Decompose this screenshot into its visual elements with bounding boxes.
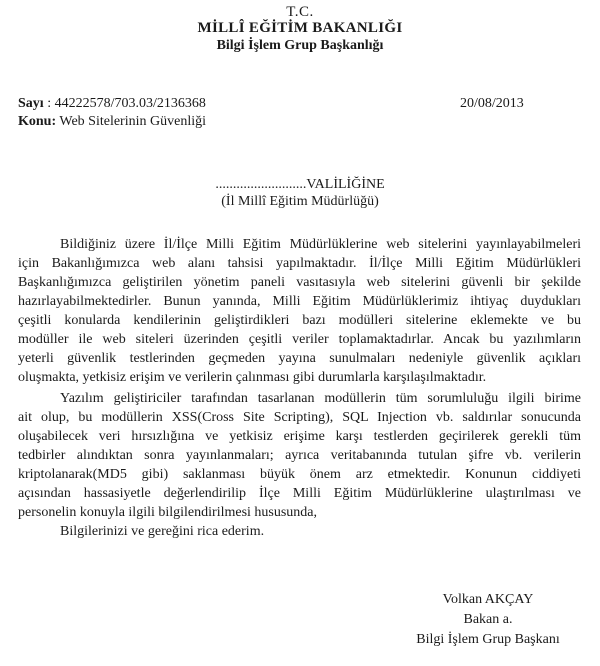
text-line: ait olup, bu modüllerin XSS(Cross Site Scripting), SQL Injection vb. saldırılar sonucunda (18, 410, 581, 425)
signatory-on-behalf: Bakan a. (463, 612, 513, 627)
text-line: hazırlayabilmektedirler. Bunun yanında, Milli Eğitim Müdürlüklerimiz ihtiyaç duydukları (18, 294, 581, 309)
addressee-line: ..........................VALİLİĞİNE (215, 177, 385, 192)
text-line: Bildiğiniz üzere İl/İlçe Milli Eğitim Müdürlüklerine web sitelerini yayınlayabilmeleri (60, 237, 581, 252)
text-line: personelin konuyla ilgili bilgilendirilmesi hususunda, (18, 505, 318, 520)
signature-block (393, 590, 583, 650)
text-line: yeterli güvenlik testlerinden geçmeden yayına sunulmaları nedeniyle güvenlik açıkları (18, 351, 581, 366)
subject (18, 113, 206, 131)
letterhead-department: Bilgi İşlem Grup Başkanlığı (216, 38, 384, 53)
closing-line: Bilgilerinizi ve gereğini rica ederim. (60, 524, 265, 539)
text-line: kriptolanarak(MD5 gibi) saklanması büyük önem arz etmektedir. Konunun ciddiyeti (18, 467, 581, 482)
document-date: 20/08/2013 (460, 96, 524, 111)
letterhead (0, 4, 600, 54)
text-line: Yazılım geliştiriciler tarafından tasarlanan modüllerin tüm sorumluluğu ilgili birime (60, 391, 581, 406)
letterhead-tc: T.C. (286, 4, 314, 20)
sayi-label: Sayı (18, 96, 44, 111)
addressee-subline: (İl Millî Eğitim Müdürlüğü) (221, 194, 379, 209)
paragraph-2 (18, 389, 581, 541)
signatory-title: Bilgi İşlem Grup Başkanı (416, 632, 560, 647)
text-line: oluşmakta, yetkisiz erişim ve verilerin çalınması gibi durumlarla karşılaşılmaktadır. (18, 370, 487, 385)
addressee (0, 176, 600, 210)
text-line: oluşabilecek veri hırsızlığına ve yetkisiz erişime karşı testlerden geçirilerek gerekli tüm (18, 429, 581, 444)
text-line: için Bakanlığımızca web alanı tahsisi yapılmaktadır. İl/İlçe Milli Eğitim Müdürlükleri (18, 256, 581, 271)
konu-label: Konu: (18, 114, 57, 129)
text-line: açısından hassasiyetle değerlendirilip İlçe Milli Eğitim Müdürlüklerine ulaştırılması ve (18, 486, 581, 501)
text-line: çeşitli konularda kendilerinin geliştirdikleri bazı modülleri sitelerine eklemekte ve bu (18, 313, 581, 328)
text-line: modüller ile web siteleri üzerinden çeşitli veriler toplamaktadırlar. Ancak bu yazılımların (18, 332, 581, 347)
signatory-name: Volkan AKÇAY (442, 592, 534, 607)
reference-number (18, 95, 206, 113)
text-line: Başkanlığımızca geliştirilen yönetim paneli vasıtasıyla web sitelerini güvenli bir şekilde (18, 275, 581, 290)
sayi-value: : 44222578/703.03/2136368 (47, 96, 206, 111)
konu-value: Web Sitelerinin Güvenliği (56, 114, 206, 129)
text-line: tedbirler alındıktan sonra yayınlanmaları; ayrıca veritabanında tutulan şifre vb. verilerin (18, 448, 581, 463)
paragraph-1 (18, 235, 581, 387)
letterhead-ministry: MİLLÎ EĞİTİM BAKANLIĞI (197, 20, 403, 36)
